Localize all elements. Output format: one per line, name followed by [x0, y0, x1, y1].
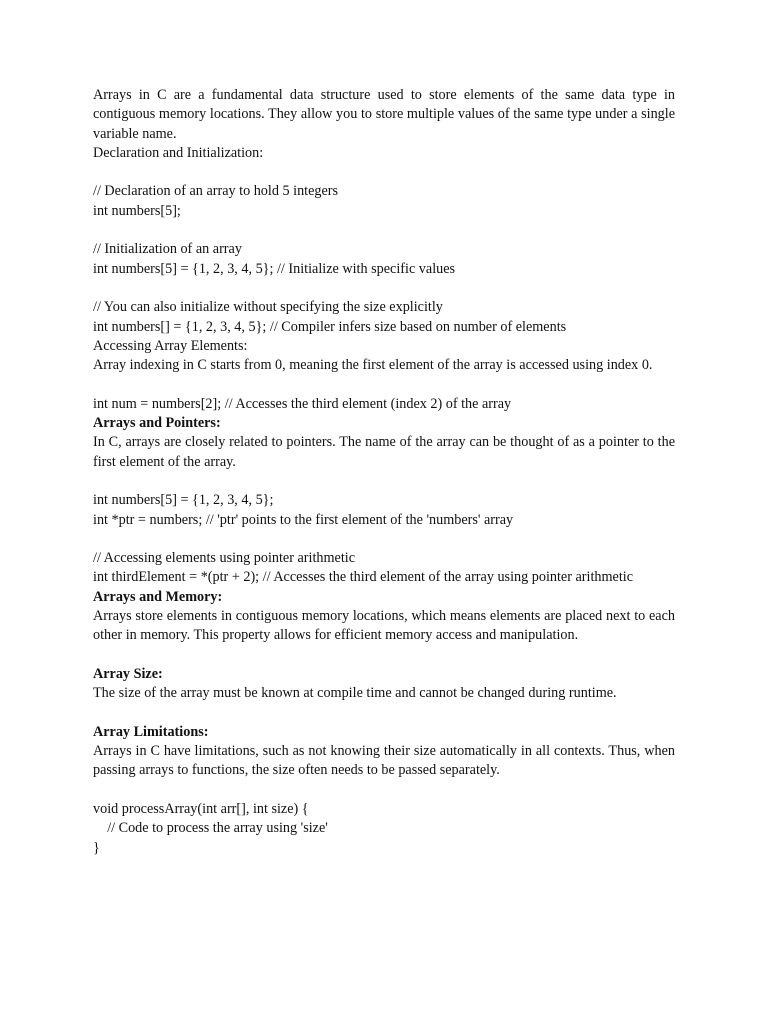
- intro-paragraph: Arrays in C are a fundamental data structure used to store elements of the same data type in contiguous memory locations. They allow you to store multiple values of the same type under a single variable name.: [93, 87, 675, 142]
- spacer: [93, 279, 675, 298]
- spacer: [93, 375, 675, 394]
- spacer: [93, 781, 675, 800]
- declaration-code: int numbers[5];: [93, 202, 181, 219]
- initialization-comment: // Initialization of an array: [93, 241, 242, 258]
- declaration-comment: // Declaration of an array to hold 5 integers: [93, 183, 339, 200]
- memory-paragraph: Arrays store elements in contiguous memory locations, which means elements are placed next to each other in memory. This property allows for efficient memory access and manipulation.: [93, 608, 675, 644]
- access-code: int num = numbers[2]; // Accesses the third element (index 2) of the array: [93, 395, 512, 412]
- arithmetic-comment: // Accessing elements using pointer arithmetic: [93, 550, 356, 567]
- limitations-paragraph: Arrays in C have limitations, such as not knowing their size automatically in all contexts. Thus, when passing arrays to functions, the size often needs to be passed separately.: [93, 743, 675, 779]
- spacer: [93, 530, 675, 549]
- pointers-paragraph: In C, arrays are closely related to pointers. The name of the array can be thought of as a pointer to the first element of the array.: [93, 434, 675, 470]
- access-paragraph: Array indexing in C starts from 0, meaning the first element of the array is accessed using index 0.: [93, 357, 653, 374]
- size-heading: Array Size:: [93, 665, 163, 682]
- spacer: [93, 472, 675, 491]
- spacer: [93, 163, 675, 182]
- spacer: [93, 646, 675, 665]
- access-heading: Accessing Array Elements:: [93, 337, 248, 354]
- initialization-code: int numbers[5] = {1, 2, 3, 4, 5}; // Initialize with specific values: [93, 260, 456, 277]
- declaration-heading: Declaration and Initialization:: [93, 144, 264, 161]
- limitations-heading: Array Limitations:: [93, 723, 209, 740]
- memory-heading: Arrays and Memory:: [93, 588, 223, 605]
- arithmetic-code: int thirdElement = *(ptr + 2); // Accesses the third element of the array using pointer arithmetic: [93, 569, 633, 586]
- size-paragraph: The size of the array must be known at compile time and cannot be changed during runtime.: [93, 685, 617, 702]
- function-line-2: // Code to process the array using 'size': [93, 820, 328, 837]
- pointers-code-1: int numbers[5] = {1, 2, 3, 4, 5};: [93, 492, 274, 509]
- implicit-size-code: int numbers[] = {1, 2, 3, 4, 5}; // Compiler infers size based on number of elements: [93, 318, 567, 335]
- implicit-size-comment: // You can also initialize without specifying the size explicitly: [93, 299, 443, 316]
- document-page: [93, 86, 675, 858]
- spacer: [93, 221, 675, 240]
- pointers-heading: Arrays and Pointers:: [93, 415, 221, 432]
- pointers-code-2: int *ptr = numbers; // 'ptr' points to the first element of the 'numbers' array: [93, 511, 514, 528]
- function-line-1: void processArray(int arr[], int size) {: [93, 800, 309, 817]
- spacer: [93, 704, 675, 723]
- function-line-3: }: [93, 839, 100, 856]
